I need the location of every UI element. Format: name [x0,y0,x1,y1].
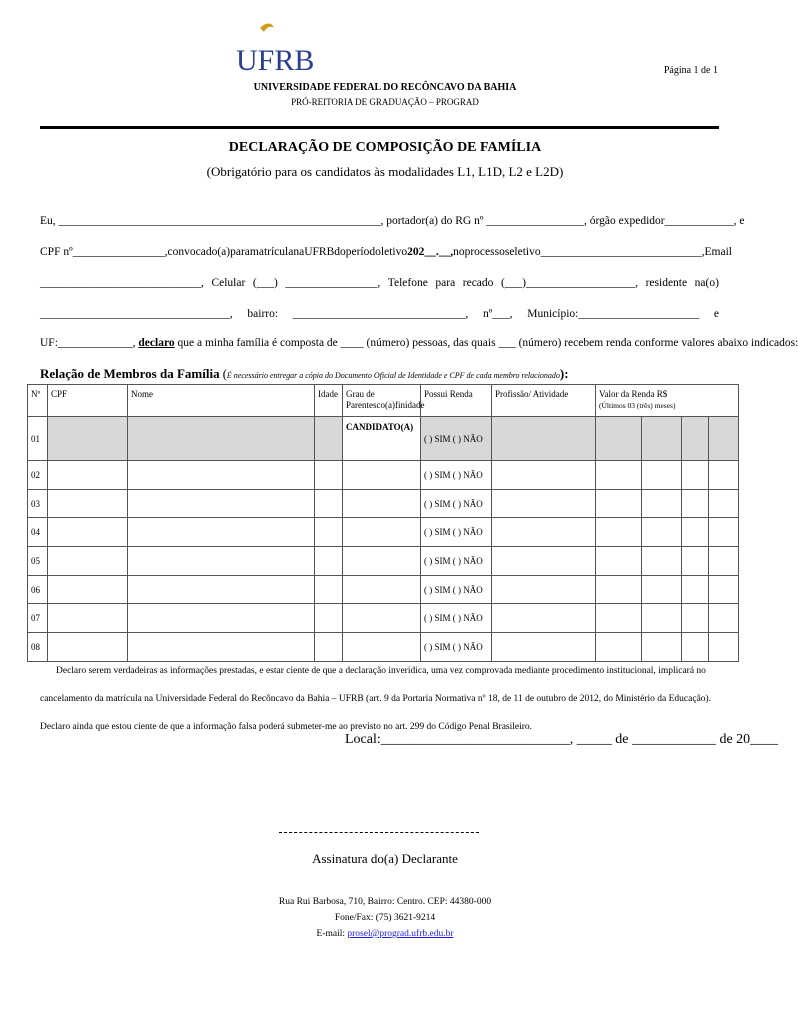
header-nome: Nome [128,385,315,417]
kinship-cell[interactable] [343,489,421,518]
name-cell[interactable] [128,461,315,490]
pro-rectory-name: PRÓ-REITORIA DE GRADUAÇÃO – PROGRAD [291,97,479,107]
income-choice[interactable]: ( ) SIM ( ) NÃO [421,461,492,490]
income-month-2[interactable] [642,547,682,576]
income-month-4[interactable] [709,575,739,604]
table-row: 08 ( ) SIM ( ) NÃO [28,633,739,662]
income-choice[interactable]: ( ) SIM ( ) NÃO [421,417,492,461]
declaration-line-1 [40,215,745,227]
table-row: 05 ( ) SIM ( ) NÃO [28,547,739,576]
income-choice[interactable]: ( ) SIM ( ) NÃO [421,604,492,633]
income-choice[interactable]: ( ) SIM ( ) NÃO [421,518,492,547]
header-profissao: Profissão/ Atividade [492,385,596,417]
cpf-cell[interactable] [48,604,128,633]
signature-label: Assinatura do(a) Declarante [312,851,458,866]
income-month-3[interactable] [682,575,709,604]
cpf-cell[interactable] [48,575,128,604]
cpf-cell[interactable] [48,417,128,461]
income-month-4[interactable] [709,547,739,576]
income-month-4[interactable] [709,604,739,633]
income-month-2[interactable] [642,575,682,604]
family-members-table [27,384,739,662]
income-month-3[interactable] [682,461,709,490]
cpf-cell[interactable] [48,518,128,547]
cpf-cell[interactable] [48,461,128,490]
name-cell[interactable] [128,518,315,547]
income-month-1[interactable] [596,604,642,633]
income-choice[interactable]: ( ) SIM ( ) NÃO [421,575,492,604]
profession-cell[interactable] [492,518,596,547]
table-row: 02 ( ) SIM ( ) NÃO [28,461,739,490]
kinship-cell[interactable] [343,518,421,547]
header-cpf: CPF [48,385,128,417]
kinship-cell[interactable] [343,547,421,576]
declaration-text: Eu, ________________________________________________________, portador(a) do RG nº _________________, órgão expedidor____________, e [40,215,745,227]
income-month-4[interactable] [709,518,739,547]
profession-cell[interactable] [492,461,596,490]
profession-cell[interactable] [492,489,596,518]
name-cell[interactable] [128,547,315,576]
income-month-3[interactable] [682,518,709,547]
email-link[interactable]: prosel@prograd.ufrb.edu.br [347,929,454,939]
income-month-4[interactable] [709,461,739,490]
header-divider [40,126,719,129]
footer-phone: Fone/Fax: (75) 3621-9214 [334,913,436,923]
declaro-word: declaro [138,337,175,349]
table-header-row [28,385,739,417]
income-month-2[interactable] [642,518,682,547]
profession-cell[interactable] [492,547,596,576]
section-note: É necessário entregar a cópia do Documento Oficial de Identidade e CPF de cada membro relacionado [226,371,560,380]
income-month-2[interactable] [642,461,682,490]
income-month-1[interactable] [596,547,642,576]
declaration-line-2: CPF nº________________, convocado(a) para matrícula na UFRB do período letivo 202__.__, no processo seletivo ____________________________, Email [40,246,732,258]
income-month-3[interactable] [682,547,709,576]
kinship-cell[interactable] [343,604,421,633]
table-row: 07 ( ) SIM ( ) NÃO [28,604,739,633]
cpf-cell[interactable] [48,489,128,518]
income-choice[interactable]: ( ) SIM ( ) NÃO [421,547,492,576]
kinship-cell: CANDIDATO(A) [343,417,421,461]
declaration-line-4: _________________________________, bairro: ______________________________, nº___, Município:_____________________ e [40,308,719,320]
kinship-cell[interactable] [343,461,421,490]
logo-text: UFRB [236,44,315,77]
header-num: Nº [28,385,48,417]
age-cell[interactable] [315,575,343,604]
cpf-cell[interactable] [48,547,128,576]
age-cell[interactable] [315,604,343,633]
name-cell[interactable] [128,489,315,518]
name-cell[interactable] [128,604,315,633]
income-month-1[interactable] [596,417,642,461]
income-month-4[interactable] [709,489,739,518]
university-name: UNIVERSIDADE FEDERAL DO RECÔNCAVO DA BAHIA [253,82,517,93]
declaration-line-3: ____________________________, Celular (___) ________________, Telefone para recado (___)___________________, residente na(o) [40,277,719,289]
signature-line [279,832,479,833]
income-month-3[interactable] [682,489,709,518]
local-date-line: Local:___________________________, _____ de ____________ de 20____ [345,732,779,747]
income-choice[interactable]: ( ) SIM ( ) NÃO [421,489,492,518]
profession-cell[interactable] [492,417,596,461]
header-renda: Possui Renda [421,385,492,417]
legal-disclaimer: Declaro serem verdadeiras as informações prestadas, e estar ciente de que a declaração inverídica, uma vez comprovada mediante procedimento institucional, implicará no cancelamento da matrícula na Universidade Federal do Recôncavo da Bahia – UFRB (art. 9 da Portaria Normativa nº 18, de 11 de outubro de 2012, do Ministério da Educação). Declaro ainda que estou ciente de que a informação falsa poderá submeter-me ao previsto no art. 299 do Código Penal Brasileiro. [40,666,712,732]
age-cell[interactable] [315,461,343,490]
table-row: 01 CANDIDATO(A) ( ) SIM ( ) NÃO [28,417,739,461]
ufrb-logo [236,20,315,78]
header-idade: Idade [315,385,343,417]
income-month-2[interactable] [642,489,682,518]
document-title: DECLARAÇÃO DE COMPOSIÇÃO DE FAMÍLIA [228,140,542,155]
document-subtitle: (Obrigatório para os candidatos às modalidades L1, L1D, L2 e L2D) [206,164,564,179]
income-choice[interactable]: ( ) SIM ( ) NÃO [421,633,492,662]
income-month-1[interactable] [596,489,642,518]
age-cell[interactable] [315,489,343,518]
income-month-2[interactable] [642,417,682,461]
page-number: Página 1 de 1 [663,65,718,76]
table-row: 03 ( ) SIM ( ) NÃO [28,489,739,518]
income-month-1[interactable] [596,575,642,604]
income-month-1[interactable] [596,461,642,490]
age-cell[interactable] [315,547,343,576]
declaration-line-5: UF:_____________, declaro que a minha família é composta de ____ (número) pessoas, das quais ___ (número) recebem renda conforme valores abaixo indicados: [40,337,798,349]
income-month-3[interactable] [682,604,709,633]
kinship-cell[interactable] [343,575,421,604]
name-cell[interactable] [128,575,315,604]
income-month-2[interactable] [642,604,682,633]
table-row: 04 ( ) SIM ( ) NÃO [28,518,739,547]
table-row: 06 ( ) SIM ( ) NÃO [28,575,739,604]
name-cell[interactable] [128,417,315,461]
age-cell[interactable] [315,518,343,547]
section-title: Relação de Membros da Família (É necessário entregar a cópia do Documento Oficial de Identidade e CPF de cada membro relacionado): [40,366,569,381]
profession-cell[interactable] [492,604,596,633]
header-valor: Valor da Renda R$ (Últimos 03 (três) meses) [596,385,739,417]
income-month-4[interactable] [709,417,739,461]
age-cell[interactable] [315,417,343,461]
footer-address: Rua Rui Barbosa, 710, Bairro: Centro. CEP: 44380-000 [278,897,492,907]
header-grau: Grau de Parentesco(a)finidade [343,385,421,417]
profession-cell[interactable] [492,575,596,604]
footer-email: E-mail: prosel@prograd.ufrb.edu.br [316,929,454,939]
income-month-3[interactable] [682,417,709,461]
income-month-1[interactable] [596,518,642,547]
